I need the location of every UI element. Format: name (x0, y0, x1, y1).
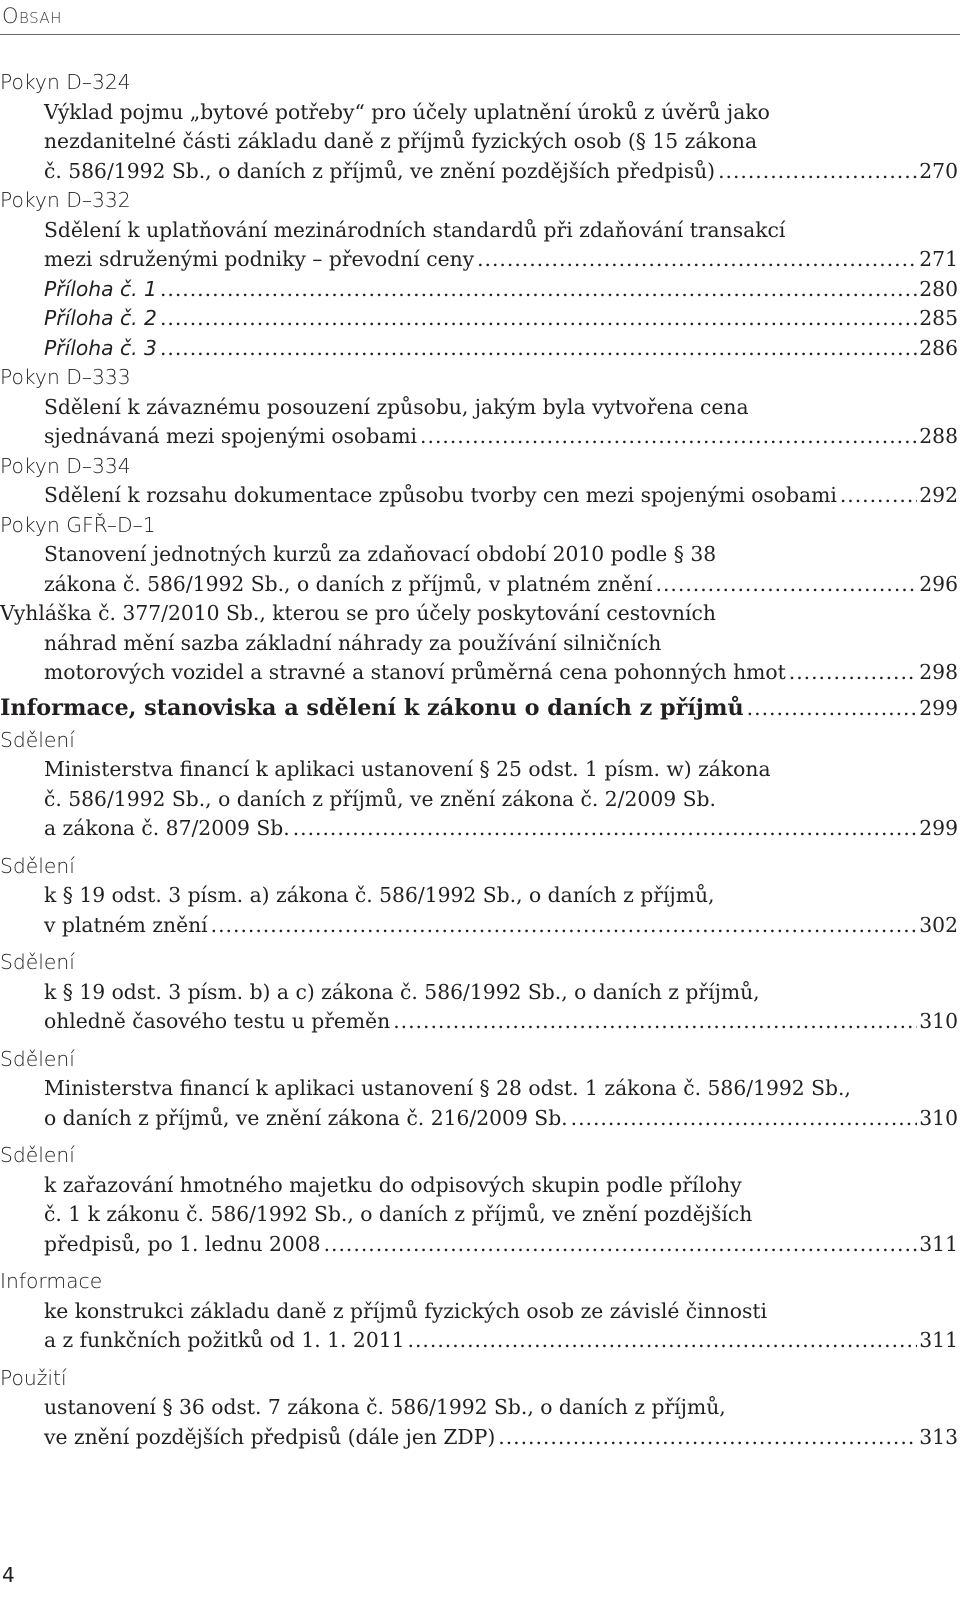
toc-entry-text: Pokyn GFŘ–D–1 (0, 512, 156, 537)
toc-entry (0, 852, 958, 882)
toc-entry-text: náhrad mění sazba základní náhrady za používání silničních (44, 630, 662, 655)
toc-entry (0, 726, 958, 756)
dot-leader (160, 304, 917, 334)
toc-entry (0, 1297, 958, 1327)
toc-entry-text: Pokyn D–324 (0, 70, 131, 94)
toc-page-number: 280 (919, 276, 958, 301)
toc-entry-text: Příloha č. 2 (44, 306, 157, 330)
toc-entry (0, 216, 958, 246)
toc-entry-text: k zařazování hmotného majetku do odpisových skupin podle přílohy (44, 1172, 742, 1197)
toc-entry (0, 1141, 958, 1171)
toc-entry-text: Pokyn D–334 (0, 453, 131, 478)
toc-entry-text: č. 1 k zákonu č. 586/1992 Sb., o daních z příjmů, ve znění pozdějších (44, 1202, 753, 1226)
toc-entry-text: Sdělení (0, 1046, 75, 1071)
page-header (0, 0, 960, 40)
dot-leader (477, 245, 917, 275)
toc-entry (0, 304, 958, 334)
toc-entry-text: Sdělení k závaznému posouzení způsobu, jakým byla vytvořena cena (44, 394, 749, 419)
dot-leader (656, 570, 918, 600)
toc-entry-text: Sdělení k rozsahu dokumentace způsobu tvorby cen mezi spojenými osobami (44, 483, 837, 507)
dot-leader (498, 1423, 917, 1453)
toc-entry-text: a zákona č. 87/2009 Sb. (44, 816, 290, 840)
toc-page-number: 296 (919, 571, 958, 596)
toc-entry-text: ustanovení § 36 odst. 7 zákona č. 586/1992 Sb., o daních z příjmů, (44, 1395, 726, 1419)
dot-leader (160, 334, 917, 364)
toc-entry (0, 1267, 958, 1297)
toc-entry-text: Použití (0, 1365, 67, 1390)
toc-entry (0, 511, 958, 541)
toc-entry (0, 1045, 958, 1075)
toc-entry-text: Pokyn D–333 (0, 365, 131, 389)
toc-entry (0, 948, 958, 978)
dot-leader (160, 275, 917, 305)
toc-entry (0, 629, 958, 659)
toc-page-number: 271 (919, 247, 958, 271)
toc-entry-text: k § 19 odst. 3 písm. a) zákona č. 586/1992 Sb., o daních z příjmů, (44, 883, 715, 907)
dot-leader (789, 658, 918, 688)
toc-page-number: 313 (919, 1424, 958, 1449)
toc-entry (0, 245, 958, 275)
toc-page-number: 302 (919, 912, 958, 937)
toc-page-number: 298 (919, 660, 958, 684)
toc-entry (0, 978, 958, 1008)
toc-entry-text: zákona č. 586/1992 Sb., o daních z příjmů, v platném znění (44, 571, 653, 596)
toc-entry-text: Příloha č. 3 (44, 335, 157, 360)
toc-entry (0, 98, 958, 128)
toc-entry (0, 785, 958, 815)
toc-page-number: 299 (919, 695, 958, 720)
dot-leader (393, 1007, 917, 1037)
dot-leader (211, 911, 918, 941)
toc-entry-text: Sdělení (0, 1143, 75, 1167)
toc-entry (0, 452, 958, 482)
dot-leader (420, 422, 917, 452)
toc-page-number: 310 (919, 1105, 958, 1130)
toc-entry-text: Sdělení (0, 950, 75, 974)
toc-entry (0, 692, 958, 724)
toc-entry-text: k § 19 odst. 3 písm. b) a c) zákona č. 586/1992 Sb., o daních z příjmů, (44, 979, 760, 1004)
toc-entry (0, 393, 958, 423)
toc-entry (0, 1007, 958, 1037)
toc-entry-text: Sdělení (0, 727, 75, 752)
dot-leader (293, 814, 918, 844)
dot-leader (408, 1326, 918, 1356)
toc-page-number: 310 (919, 1009, 958, 1033)
toc-entry (0, 334, 958, 364)
toc-entry-text: č. 586/1992 Sb., o daních z příjmů, ve znění zákona č. 2/2009 Sb. (44, 786, 716, 811)
toc-entry-text: mezi sdruženými podniky – převodní ceny (44, 247, 475, 271)
toc-entry-text: č. 586/1992 Sb., o daních z příjmů, ve znění pozdějších předpisů) (44, 158, 716, 183)
dot-leader (840, 481, 917, 511)
dot-leader (324, 1230, 918, 1260)
dot-leader (571, 1104, 918, 1134)
toc-entry (0, 1230, 958, 1260)
toc-page-number: 270 (919, 158, 958, 183)
header-rule (0, 34, 960, 35)
toc-entry-text: Sdělení k uplatňování mezinárodních standardů při zdaňování transakcí (44, 217, 786, 242)
toc-entry-text: ohledně časového testu u přeměn (44, 1009, 391, 1033)
toc-entry (0, 1364, 958, 1394)
toc-entry-text: ve znění pozdějších předpisů (dále jen ZDP) (44, 1424, 496, 1449)
toc-entry (0, 157, 958, 187)
toc-entry (0, 570, 958, 600)
toc-entry-text: a z funkčních požitků od 1. 1. 2011 (44, 1328, 405, 1352)
header-title: Obsah (2, 4, 62, 28)
toc-entry (0, 481, 958, 511)
toc-entry-text: Sdělení (0, 853, 75, 878)
toc-entry-text: Informace, stanoviska a sdělení k zákonu o daních z příjmů (0, 694, 744, 721)
toc-entry-text: Vyhláška č. 377/2010 Sb., kterou se pro účely poskytování cestovních (0, 601, 716, 625)
dot-leader (747, 692, 918, 724)
toc-entry (0, 911, 958, 941)
toc-entry-text: v platném znění (44, 912, 208, 937)
toc-entry (0, 1104, 958, 1134)
toc-page-number: 299 (919, 816, 958, 840)
toc-entry-text: Stanovení jednotných kurzů za zdaňovací období 2010 podle § 38 (44, 542, 717, 566)
toc-entry (0, 127, 958, 157)
toc-entry (0, 658, 958, 688)
toc-entry (0, 1200, 958, 1230)
toc-entry (0, 275, 958, 305)
page-number: 4 (2, 1563, 15, 1587)
toc-entry-text: Výklad pojmu „bytové potřeby“ pro účely uplatnění úroků z úvěrů jako (44, 99, 770, 124)
toc-entry (0, 1393, 958, 1423)
toc-entry (0, 814, 958, 844)
toc-entry-text: Ministerstva financí k aplikaci ustanovení § 28 odst. 1 zákona č. 586/1992 Sb., (44, 1076, 851, 1100)
toc-entry (0, 540, 958, 570)
toc-page-number: 311 (919, 1231, 958, 1256)
toc-page-number: 288 (919, 424, 958, 448)
toc-page-number: 292 (919, 483, 958, 507)
toc-entry (0, 186, 958, 216)
toc-entry (0, 363, 958, 393)
toc-entry (0, 755, 958, 785)
dot-leader (718, 157, 917, 187)
toc-entry-text: Příloha č. 1 (44, 276, 157, 301)
table-of-contents (0, 68, 958, 1452)
toc-entry (0, 1423, 958, 1453)
toc-entry-text: Pokyn D–332 (0, 188, 131, 212)
toc-entry-text: motorových vozidel a stravné a stanoví průměrná cena pohonných hmot (44, 660, 786, 684)
toc-entry (0, 1074, 958, 1104)
toc-entry-text: Informace (0, 1269, 103, 1293)
toc-entry-text: předpisů, po 1. lednu 2008 (44, 1231, 321, 1256)
toc-entry-text: ke konstrukci základu daně z příjmů fyzických osob ze závislé činnosti (44, 1298, 768, 1323)
toc-entry-text: nezdanitelné části základu daně z příjmů fyzických osob (§ 15 zákona (44, 129, 758, 153)
toc-entry (0, 599, 958, 629)
toc-entry-text: Ministerstva financí k aplikaci ustanovení § 25 odst. 1 písm. w) zákona (44, 757, 771, 781)
toc-page-number: 285 (919, 306, 958, 330)
toc-entry (0, 422, 958, 452)
toc-entry (0, 1326, 958, 1356)
toc-entry-text: sjednávaná mezi spojenými osobami (44, 424, 418, 448)
toc-entry (0, 68, 958, 98)
toc-entry-text: o daních z příjmů, ve znění zákona č. 216/2009 Sb. (44, 1105, 568, 1130)
toc-page-number: 311 (919, 1328, 958, 1352)
toc-entry (0, 1171, 958, 1201)
toc-entry (0, 881, 958, 911)
toc-page-number: 286 (919, 335, 958, 360)
